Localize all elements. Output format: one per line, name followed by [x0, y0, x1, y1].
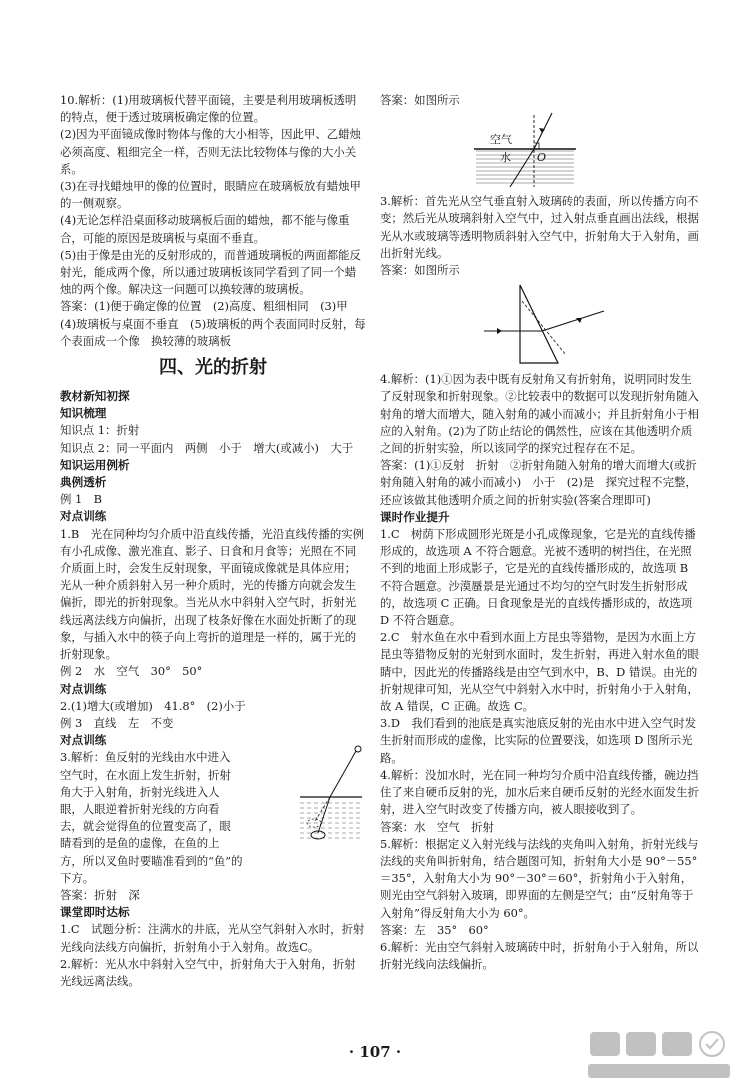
text-paragraph: 例 2 水 空气 30° 50°	[60, 664, 203, 679]
question-3-line: 去，就会觉得鱼的位置变高了，眼	[60, 819, 231, 834]
section-title: 四、光的折射	[159, 357, 267, 379]
text-paragraph: (4)无论怎样沿桌面移动玻璃板后面的蜡烛，都不能与像重合，可能的原因是玻璃板与桌面不垂直。	[60, 213, 350, 245]
section-heading: 对点训练	[60, 681, 107, 696]
question-3-line: 角大于入射角，折射光线进入人	[60, 784, 220, 799]
text-paragraph: 答案：折射 深	[60, 887, 140, 902]
text-paragraph: 答案：如图所示	[380, 263, 460, 278]
ray-arrow	[497, 328, 502, 334]
section-heading: 典例透析	[60, 475, 107, 490]
label-water: 水	[500, 151, 511, 165]
watermark-logo	[584, 1022, 734, 1082]
text-paragraph: 2.(1)增大(或增加) 41.8° (2)小于	[60, 698, 246, 713]
incident-ray	[510, 149, 534, 187]
text-paragraph: 3.解析：首先光从空气垂直射入玻璃砖的表面，所以传播方向不变；然后光从玻璃斜射入空气中，过入射点垂直画出法线，根据光从水或玻璃等透明物质斜射入空气中，折射角大于入射角，画出折射光线。	[380, 194, 699, 260]
text-paragraph: 例 3 直线 左 不变	[60, 715, 174, 730]
text-paragraph: 4.解析：没加水时，光在同一种均匀介质中沿直线传播，碗边挡住了来自硬币反射的光，加水后来自硬币反射的光经水面发生折射，进入空气时改变了传播方向，被人眼接收到了。	[380, 767, 699, 817]
refracted-ray	[542, 311, 604, 331]
text-paragraph: (2)因为平面镜成像时物体与像的大小相等，因此甲、乙蜡烛必须高度、粗细完全一样，否则无法比较物体与像的大小关系。	[60, 127, 361, 176]
question-3-line: 眼，人眼逆着折射光线的方向看	[60, 801, 220, 816]
question-3-line: 空气时，在水面上发生折射，折射	[60, 767, 231, 782]
text-paragraph: 1.B 光在同种均匀介质中沿直线传播，光沿直线传播的实例有小孔成像、激光准直、影子、日食和月食等；光照在不同介质面上时，会发生反射现象，平面镜成像就是具体应用；光从一种介质斜射入另一种介质时，光的传播方向就会发生偏折，即光的折射现象。当光从水中斜射入空气时，折射光线远离法线方向偏折，出现了枝条好像在水面处折断了的现象，与插入水中的筷子向上弯折的道理是一样的，属于光的折射现象。	[60, 526, 365, 662]
question-3-line: 3.解析：鱼反射的光线由水中进入	[60, 750, 231, 765]
text-paragraph: 1.C 试题分析：注满水的井底，光从空气斜射入水时，折射光线向法线方向偏折，折射角小于入射角。故选C。	[60, 922, 365, 954]
text-paragraph: 答案：水 空气 折射	[380, 819, 494, 834]
ray-arrow	[576, 318, 582, 323]
text-paragraph: (5)由于像是由光的反射形成的，而普通玻璃板的两面都能反射光，能成两个像，所以通过玻璃板该同学看到了同一个蜡烛的两个像。解决这一问题可以换较薄的玻璃板。	[60, 247, 361, 297]
question-3-line: 方，所以叉鱼时要瞄准看到的“鱼”的	[60, 853, 243, 868]
section-heading: 教材新知初探	[60, 389, 130, 404]
page-number: · 107 ·	[348, 1043, 402, 1061]
refracted-ray	[330, 751, 356, 797]
text-paragraph: 1.C 树荫下形成圆形光斑是小孔成像现象，它是光的直线传播形成的，故选项 A 不符合题意。光被不透明的树挡住，在光照不到的地面上形成影子，它是光的直线传播形成的，故选项 B 不符合题意。沙漠蜃景是光通过不均匀的空气时发生折射形成的，故选项 C 正确。日食现象是光的直线传播形成的，故选项 D 不符合题意。	[380, 527, 696, 628]
incident-ray	[318, 797, 330, 833]
text-paragraph: 答案：如图所示	[380, 93, 460, 107]
left-column	[60, 92, 366, 990]
text-paragraph: 2.解析：光从水中斜射入空气中，折射角大于入射角，折射光线远离法线。	[60, 956, 356, 988]
text-paragraph: 6.解析：光由空气斜射入玻璃砖中时，折射角小于入射角，所以折射光线向法线偏折。	[380, 939, 699, 972]
glass-prism	[520, 285, 558, 363]
text-paragraph: 答案：(1)①反射 折射 ②折射角随入射角的增大而增大(或折射角随入射角的减小而减小) 小于 (2)是 探究过程不完整，还应该做其他透明介质之间的折射实验(答案合理即可)	[380, 458, 697, 507]
question-3-line: 下方。	[60, 870, 95, 885]
right-column	[380, 92, 700, 973]
text-paragraph: 答案：左 35° 60°	[380, 922, 489, 937]
label-point-o: O	[537, 151, 547, 165]
text-paragraph: 2.C 射水鱼在水中看到水面上方昆虫等猎物，是因为水面上方昆虫等猎物反射的光射到水面时，发生折射，再进入射水鱼的眼睛中，因此光的传播路线是由空气到水中，B、D 错误。由光的折射规律可知，光从空气中斜射入水中时，折射角小于入射角，故 A 错误，C 正确。故选 C。	[380, 630, 699, 714]
section-heading: 课时作业提升	[380, 509, 450, 524]
text-paragraph: (3)在寻找蜡烛甲的像的位置时，眼睛应在玻璃板放有蜡烛甲的一侧观察。	[60, 179, 361, 211]
text-paragraph: 知识点 1：折射	[60, 423, 140, 438]
text-paragraph: 知识点 2：同一平面内 两侧 小于 增大(或减小) 大于	[60, 440, 354, 455]
question-3-line: 睛看到的是鱼的虚像，在鱼的上	[60, 836, 220, 851]
section-heading: 知识运用例析	[60, 457, 130, 472]
text-paragraph: 5.解析：根据定义入射光线与法线的夹角叫入射角，折射光线与法线的夹角叫折射角，结合题图可知，折射角大小是 90°－55°＝35°，入射角大小为 90°－30°＝60°，折射角小于入射角，则光由空气斜射入玻璃，即界面的左侧是空气；由“反射角等于入射角”得反射角大小为 60°。	[380, 836, 699, 920]
text-paragraph: 4.解析：(1)①因为表中既有反射角又有折射角，说明同时发生了反射现象和折射现象。②比较表中的数据可以发现折射角随入射角的增大而增大，随入射角的减小而减小；并且折射角小于相应的入射角。(2)为了防止结论的偶然性，应该在其他透明介质之间的折射实验，所以该同学的探究过程存在不足。	[380, 372, 699, 456]
text-paragraph: 3.D 我们看到的池底是真实池底反射的光由水中进入空气时发生折射而形成的虚像，比实际的位置要浅，如选项 D 图所示光路。	[380, 716, 697, 765]
normal-line	[522, 301, 566, 355]
section-heading: 知识梳理	[60, 406, 107, 421]
figure-fish-eye	[296, 743, 366, 853]
text-paragraph: 例 1 B	[60, 492, 103, 507]
text-paragraph: 10.解析：(1)用玻璃板代替平面镜，主要是利用玻璃板透明的特点，便于透过玻璃板确定像的位置。	[60, 93, 357, 125]
section-heading: 对点训练	[60, 509, 107, 524]
text-paragraph: 答案：(1)便于确定像的位置 (2)高度、粗细相同 (3)甲 (4)玻璃板与桌面不垂直 (5)玻璃板的两个表面同时反射，每个表面成一个像 换较薄的玻璃板	[60, 299, 366, 348]
section-heading: 课堂即时达标	[60, 905, 130, 920]
figure-refraction-water	[470, 111, 580, 189]
section-heading: 对点训练	[60, 733, 107, 748]
figure-refraction-prism	[480, 281, 610, 367]
label-air: 空气	[490, 133, 512, 147]
question-3-with-figure	[60, 749, 366, 887]
